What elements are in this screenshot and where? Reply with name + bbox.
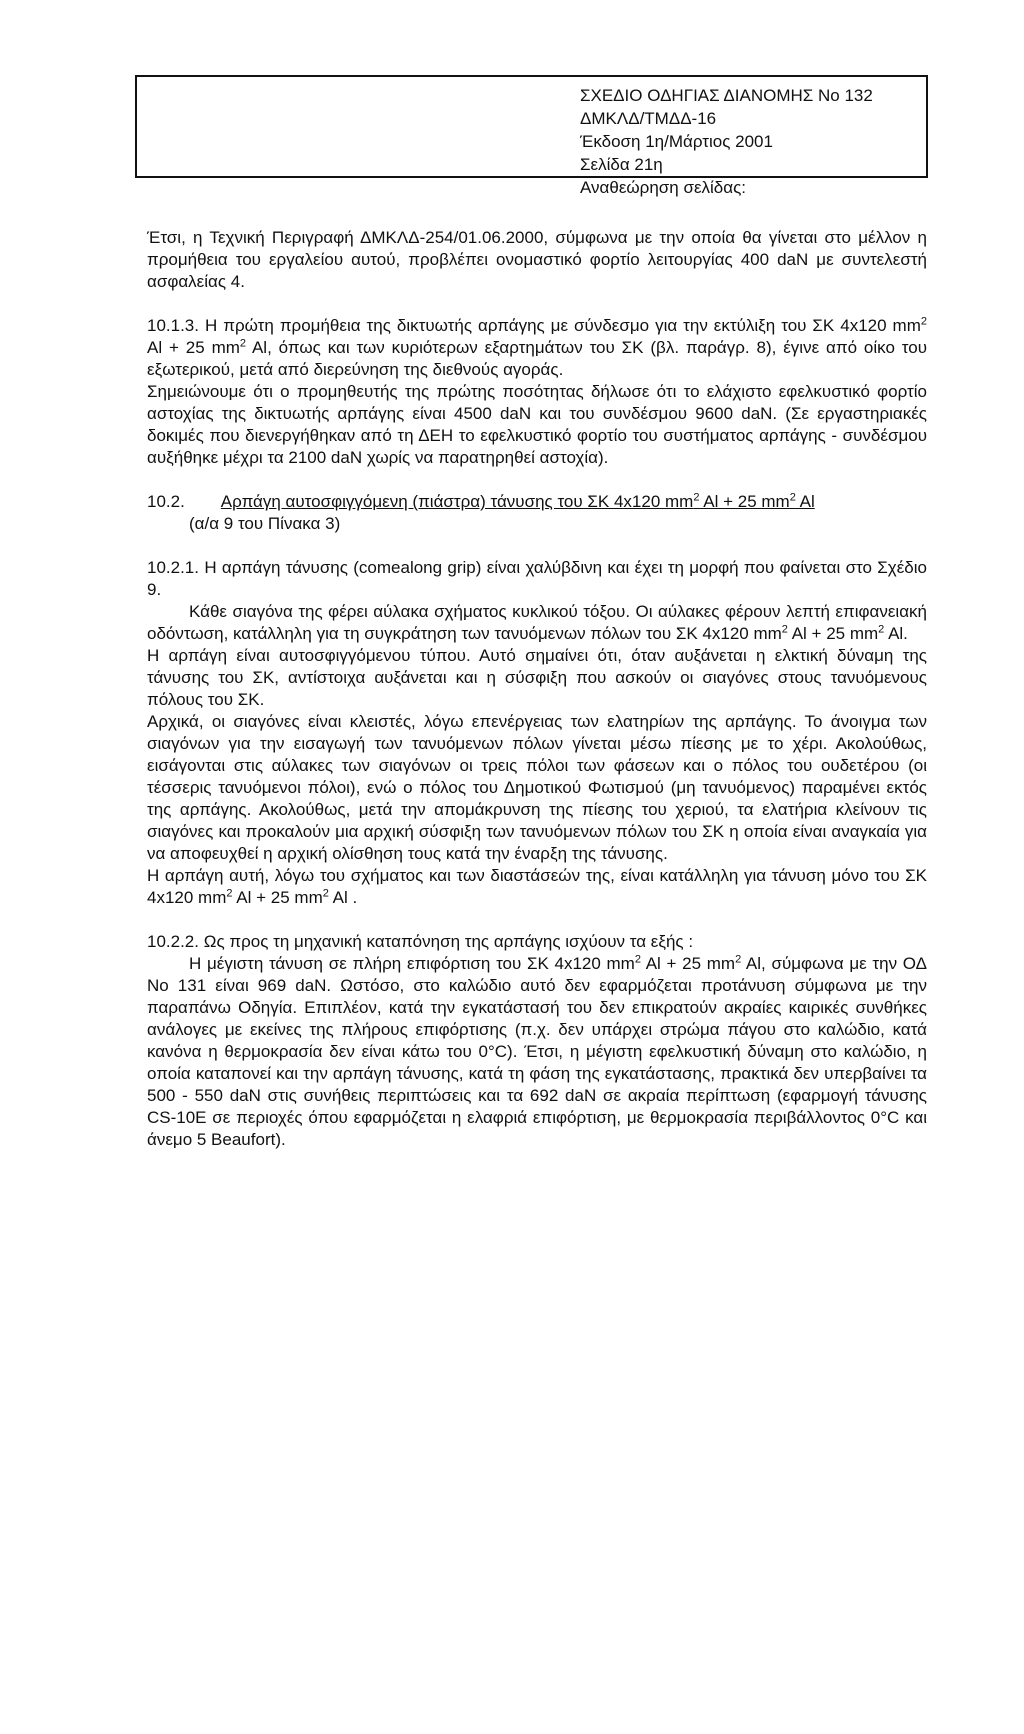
section-10-2-heading (147, 491, 927, 513)
section-10-2-1: 10.2.1. Η αρπάγη τάνυσης (comealong grip) είναι χαλύβδινη και έχει τη μορφή που φαίνεται στο Σχέδιο 9. (147, 558, 927, 599)
section-number: 10.1.3. (147, 316, 199, 335)
section-subtitle: (α/α 9 του Πίνακα 3) (189, 514, 341, 533)
header-code: ΔΜΚΛΔ/ΤΜΔΔ-16 (580, 109, 717, 128)
section-number: 10.2. (147, 492, 185, 511)
document-body (147, 227, 927, 1151)
note-paragraph: Σημειώνουμε ότι ο προμηθευτής της πρώτης ποσότητας δήλωσε ότι το ελάχιστο εφελκυστικό φορτίο αστοχίας της δικτυωτής αρπάγης είναι 4500 daN και του συνδέσμου 9600 daN. (Σε εργαστηριακές δοκιμές που διενεργήθηκαν από τη ΔΕΗ το εφελκυστικό φορτίο του συστήματος αρπάγης - συνδέσμου αυξήθηκε μέχρι τα 2100 daN χωρίς να παρατηρηθεί αστοχία). (147, 382, 927, 467)
intro-paragraph: Έτσι, η Τεχνική Περιγραφή ΔΜΚΛΔ-254/01.06.2000, σύμφωνα με την οποία θα γίνεται στο μέλλον η προμήθεια του εργαλείου αυτού, προβλέπει ονομαστικό φορτίο λειτουργίας 400 daN με συντελεστή ασφαλείας 4. (147, 228, 927, 291)
paragraph: Κάθε σιαγόνα της φέρει αύλακα σχήματος κυκλικού τόξου. Οι αύλακες φέρουν λεπτή επιφανειακή οδόντωση, κατάλληλη για τη συγκράτηση των τανυόμενων πόλων του ΣΚ 4x120 $mm^2$ Al + 25 $mm^2$ Al. (147, 602, 927, 643)
paragraph: Η αρπάγη αυτή, λόγω του σχήματος και των διαστάσεών της, είναι κατάλληλη για τάνυση μόνο του ΣΚ 4x120 $mm^2$ Al + 25 $mm^2$ Al . (147, 866, 927, 907)
header-revision: Αναθεώρηση σελίδας: (580, 178, 747, 197)
paragraph: Η μέγιστη τάνυση σε πλήρη επιφόρτιση του ΣΚ 4x120 $mm^2$ Al + 25 $mm^2$ Al, σύμφωνα με την ΟΔ Νο 131 είναι 969 daN. Ωστόσο, στο καλώδιο αυτό δεν εφαρμόζεται προτάνυση σύμφωνα με την παραπάνω Οδηγία. Επιπλέον, κατά την εγκατάστασή του δεν επικρατούν ακραίες καιρικές συνθήκες ανάλογες με εκείνες της πλήρους επιφόρτισης (π.χ. δεν υπάρχει στρώμα πάγου στο καλώδιο, κατά κανόνα η θερμοκρασία δεν είναι κάτω του 0°C). Έτσι, η μέγιστη εφελκυστική δύναμη στο καλώδιο, η οποία καταπονεί και την αρπάγη τάνυσης, κατά τη φάση της εγκατάστασης, πρακτικά δεν υπερβαίνει τα 500 - 550 daN στις συνήθεις περιπτώσεις και τα 692 daN σε ακραία περίπτωση (εφαρμογή τάνυσης CS-10E σε περιοχές όπου εφαρμόζεται η ελαφριά επιφόρτιση, με θερμοκρασία περιβάλλοντος 0°C και άνεμο 5 Beaufort). (147, 953, 927, 1149)
section-number: 10.2.2. (147, 932, 199, 951)
section-10-2-2: 10.2.2. Ως προς τη μηχανική καταπόνηση της αρπάγης ισχύουν τα εξής : (147, 932, 694, 951)
document-header (580, 84, 900, 199)
header-page: Σελίδα 21η (580, 155, 663, 174)
paragraph: Η αρπάγη είναι αυτοσφιγγόμενου τύπου. Αυτό σημαίνει ότι, όταν αυξάνεται η ελκτική δύναμη της τάνυσης του ΣΚ, αντίστοιχα αυξάνεται και η σύσφιξη που ασκούν οι σιαγόνες στους τανυόμενους πόλους του ΣΚ. (147, 646, 927, 709)
header-title: ΣΧΕΔΙΟ ΟΔΗΓΙΑΣ ΔΙΑΝΟΜΗΣ Νο 132 (580, 86, 873, 105)
section-10-1-3: 10.1.3. Η πρώτη προμήθεια της δικτυωτής αρπάγης με σύνδεσμο για την εκτύλιξη του ΣΚ 4x120 $mm^2$ Al + 25 $mm^2$ Al, όπως και των κυριότερων εξαρτημάτων του ΣΚ (βλ. παράγρ. 8), έγινε από οίκο του εξωτερικού, μετά από διερεύνηση της διεθνούς αγοράς. (147, 315, 927, 379)
paragraph: Αρχικά, οι σιαγόνες είναι κλειστές, λόγω επενέργειας των ελατηρίων της αρπάγης. Το άνοιγμα των σιαγόνων για την εισαγωγή των τανυόμενων πόλων γίνεται μέσω πίεσης με το χέρι. Ακολούθως, εισάγονται στις αύλακες των σιαγόνων οι τρεις πόλοι των φάσεων και ο πόλος του ουδετέρου (οι τέσσερις τανυόμενοι πόλοι), ενώ ο πόλος του Δημοτικού Φωτισμού (μη τανυόμενος) παραμένει εκτός της αρπάγης. Ακολούθως, μετά την απομάκρυνση της πίεσης του χεριού, τα ελατήρια κλείνουν τις σιαγόνες και προκαλούν μια αρχική σύσφιξη των τανυόμενων πόλων του ΣΚ η οποία είναι αναγκαία για να αποφευχθεί η αρχική ολίσθηση τους κατά την έναρξη της τάνυσης. (147, 712, 927, 863)
header-edition: Έκδοση 1η/Μάρτιος 2001 (580, 132, 773, 151)
section-title: Αρπάγη αυτοσφιγγόμενη (πιάστρα) τάνυσης του ΣΚ 4x120 $mm^2$ Al + 25 $mm^2$ Al (220, 491, 815, 511)
section-number: 10.2.1. (147, 558, 199, 577)
